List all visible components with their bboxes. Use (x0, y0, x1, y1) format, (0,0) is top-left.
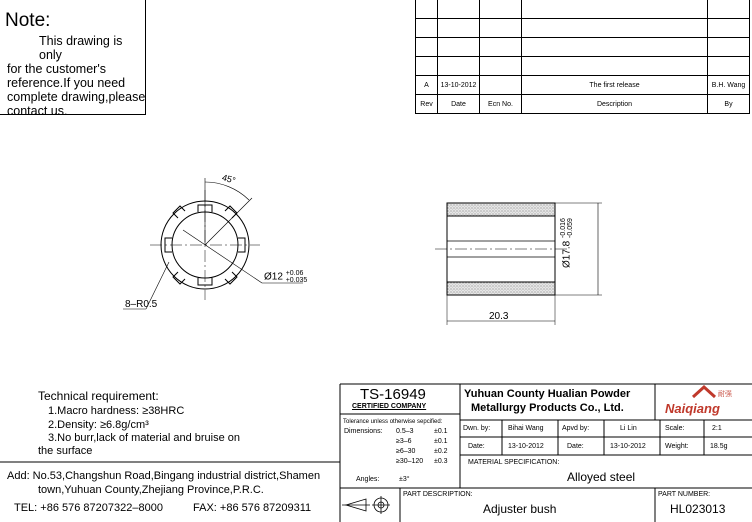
dwn-by-label: Dwn. by: (463, 425, 491, 432)
tol-range: ≥6–30 (396, 448, 416, 455)
tol-value: ±0.1 (434, 428, 448, 435)
company-line1: Yuhuan County Hualian Powder (464, 388, 631, 400)
by-cell: B.H. Wang (708, 76, 750, 95)
note-line: reference.If you need (7, 76, 126, 90)
tech-item: 1.Macro hardness: ≥38HRC (48, 405, 185, 417)
tol-range: ≥3–6 (396, 438, 412, 445)
knurl-top (447, 203, 555, 216)
weight-label: Weight: (665, 443, 689, 450)
cert-label: CERTIFIED COMPANY (352, 403, 427, 410)
rev-header: Rev (416, 95, 438, 114)
dimensions-label: Dimensions: (344, 428, 383, 435)
od-value: Ø17.8 (561, 240, 573, 268)
note-line: contact us. (7, 104, 68, 118)
description-header: Description (522, 95, 708, 114)
logo-chinese: 耐强 (718, 391, 732, 398)
front-view (123, 178, 303, 309)
tech-item: 2.Density: ≥6.8g/cm³ (48, 419, 149, 431)
od-tol-lower: -0.059 (567, 218, 574, 238)
angles-value: ±3° (399, 476, 410, 483)
tol-range: 0.5–3 (396, 428, 414, 435)
tech-item: the surface (38, 445, 93, 457)
date-label: Date: (567, 443, 584, 450)
knurl-bottom (447, 282, 555, 295)
logo-text: Naiqiang (665, 401, 720, 416)
side-view (435, 203, 602, 325)
material: Alloyed steel (567, 470, 636, 484)
date-label: Date: (468, 443, 485, 450)
note-title: Note: (5, 10, 51, 31)
cert-code: TS-16949 (360, 386, 426, 403)
projection-symbol (342, 496, 390, 514)
diameter-tol-upper: +0.06 (285, 270, 304, 277)
part-desc: Adjuster bush (483, 502, 557, 516)
angle-label: 45° (220, 172, 237, 186)
diameter-leader (183, 230, 262, 283)
length-label: 20.3 (489, 311, 509, 322)
tech-item: 3.No burr,lack of material and bruise on (48, 432, 240, 444)
tolerance-title: Tolerance unless otherwise sepcified: (343, 419, 443, 425)
note-line: for the customer's (7, 62, 106, 76)
scale-label: Scale: (665, 425, 685, 432)
description-cell: The first release (522, 76, 708, 95)
ecn-header: Ecn No. (480, 95, 522, 114)
tol-range: ≥30–120 (396, 458, 424, 465)
dwn-date: 13-10-2012 (508, 443, 544, 450)
tech-title: Technical requirement: (38, 389, 159, 403)
note-line: This drawing is only (39, 34, 123, 62)
date-cell: 13-10-2012 (438, 76, 480, 95)
tel: TEL: +86 576 87207322–8000 (14, 502, 163, 514)
tol-value: ±0.1 (434, 438, 448, 445)
material-label: MATERIAL SPECIFICATION: (468, 459, 560, 466)
dwn-by: Bihai Wang (508, 425, 544, 432)
angles-label: Angles: (356, 476, 380, 483)
od-tol-upper: -0.016 (560, 218, 567, 238)
part-desc-label: PART DESCRIPTION: (403, 491, 473, 498)
apvd-by: Li Lin (620, 425, 637, 432)
angle-arc (205, 182, 249, 200)
by-header: By (708, 95, 750, 114)
fax: FAX: +86 576 87209311 (193, 502, 312, 514)
apvd-date: 13-10-2012 (610, 443, 646, 450)
tol-value: ±0.2 (434, 448, 448, 455)
tol-value: ±0.3 (434, 458, 448, 465)
part-number-label: PART NUMBER: (658, 491, 711, 498)
logo-mark (693, 387, 715, 397)
od-label (560, 178, 574, 268)
date-header: Date (438, 95, 480, 114)
scale: 2:1 (712, 425, 722, 432)
weight: 18.5g (710, 443, 728, 450)
diameter-value: Ø12 (264, 271, 283, 283)
note-line: complete drawing,please (7, 90, 146, 104)
rev-cell: A (416, 76, 438, 95)
apvd-by-label: Apvd by: (562, 425, 590, 432)
part-number: HL023013 (670, 502, 726, 516)
company-line2: Metallurgy Products Co., Ltd. (471, 402, 624, 414)
diameter-tol-lower: +0.035 (285, 277, 308, 284)
address-line: town,Yuhuan County,Zhejiang Province,P.R.C. (38, 484, 264, 496)
diameter-label (264, 270, 307, 284)
address-line: Add: No.53,Changshun Road,Bingang industrial district,Shamen (7, 470, 321, 482)
radius-label: 8–R0.5 (125, 299, 158, 310)
